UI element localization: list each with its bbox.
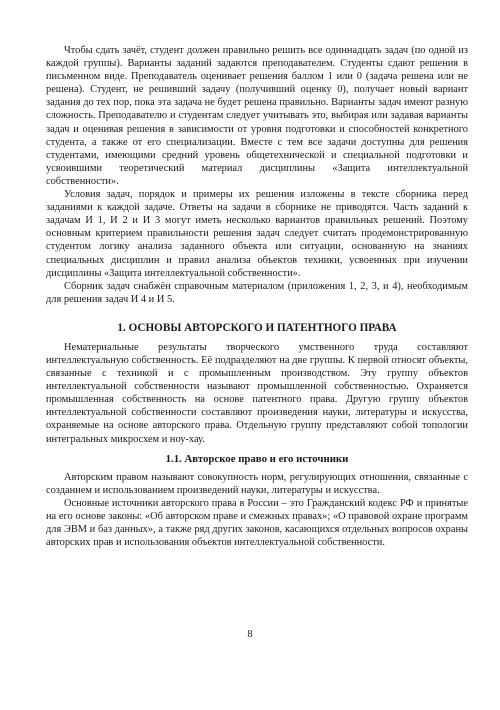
body-paragraph: Сборник задач снабжён справочным материалом (приложения 1, 2, 3, и 4), необходимым для решения задач И 4 и И 5. (46, 280, 468, 305)
body-paragraph: Чтобы сдать зачёт, студент должен правильно решить все одиннадцать задач (по одной из каждой группы). Варианты заданий задаются преподавателем. Студенты сдают решения в письменном виде. Преподаватель оценивает решения баллом 1 или 0 (задача решена или не решена). Студент, не решивший задачу (получивший оценку 0), получает новый вариант задания до тех пор, пока эта задача не будет решена правильно. Варианты задач имеют разную сложность. Преподавателю и студентам следует учитывать это, выбирая или задавая варианты задач и оценивая решения в зависимости от уровня подготовки и способностей конкретного студента, а также от его специализации. Вместе с тем все задачи доступны для решения студентами, имеющими средний уровень общетехнической и специальной подготовки и усвоившими теоретический материал дисциплины «Защита интеллектуальной собственности». (46, 45, 468, 187)
subsection-heading: 1.1. Авторское право и его источники (165, 452, 349, 465)
body-paragraph: Условия задач, порядок и примеры их решения изложены в тексте сборника перед заданиями к каждой задаче. Ответы на задачи в сборнике не приводятся. Часть заданий к задачам И 1, И 2 и И 3 могут иметь несколько вариантов правильных решений. Поэтому основным критерием правильности решения задач следует считать продемонстрированную студентом логику анализа заданного объекта или ситуации, основанную на знаниях специальных дисциплин и правил анализа объектов техники, усвоенных при изучении дисциплины «Защита интеллектуальной собственности». (46, 189, 468, 279)
body-paragraph: Нематериальные результаты творческого умственного труда составляют интеллектуальную собственность. Её подразделяют на две группы. К первой относят объекты, связанные с техникой и с промышленным производством. Эту группу объектов интеллектуальной собственности называют промышленной собственностью. Охраняется промышленная собственность на основе патентного права. Другую группу объектов интеллектуальной собственности составляют произведения науки, литературы и искусства, охраняемые на основе авторского права. Отдельную группу представляют собой топологии интегральных микросхем и ноу-хау. (46, 341, 468, 445)
page-number: 8 (247, 629, 253, 640)
body-paragraph: Авторским правом называют совокупность норм, регулирующих отношения, связанные с созданием и использованием произведений науки, литературы и искусства. (46, 471, 468, 496)
body-paragraph: Основные источники авторского права в России – это Гражданский кодекс РФ и принятые на его основе законы: «Об авторском праве и смежных правах»; «О правовой охране программ для ЭВМ и баз данных», а также ряд других законов, касающихся отдельных вопросов охраны авторских прав и использования объектов интеллектуальной собственности. (46, 497, 468, 549)
section-heading: 1. ОСНОВЫ АВТОРСКОГО И ПАТЕНТНОГО ПРАВА (117, 321, 397, 334)
